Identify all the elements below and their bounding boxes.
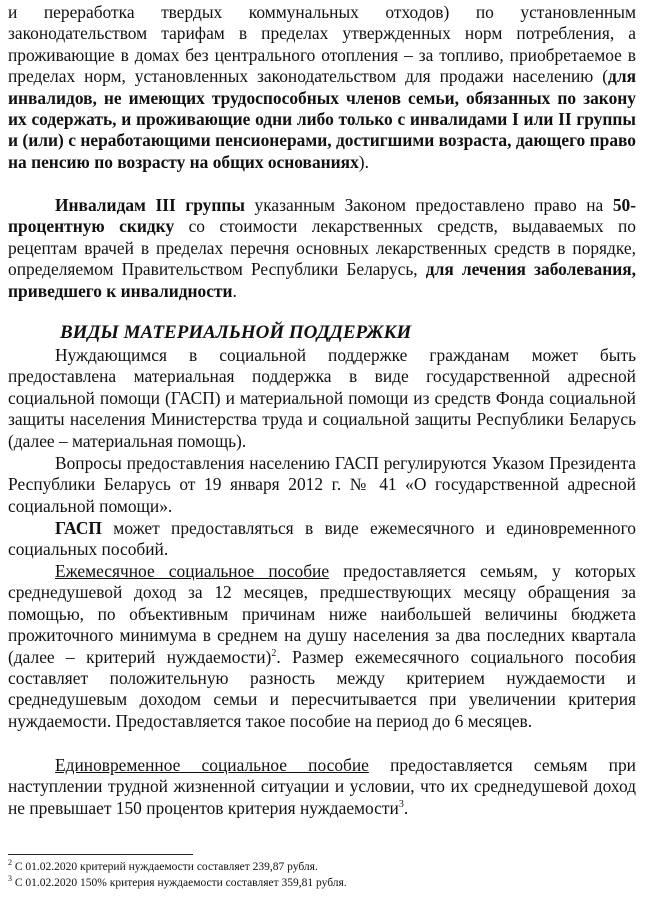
footnote-3: $^3$ С 01.02.2020 150% критерия нуждаемости составляет 359,81 рубля. [8,874,347,889]
paragraph-support-types: Нуждающимся в социальной поддержке гражданам может быть предоставлена материальная поддержка в виде государственной адресной социальной помощи (ГАСП) и материальной помощи из средств Фонда социальной защиты населения Министерства труда и социальной защиты Республики Беларусь (далее – материальная помощь). [8,345,636,451]
underlined-lumpsum-benefit: Единовременное социальное пособие [55,755,369,775]
bold-eligibility-clause: для инвалидов, не имеющих трудоспособных членов семьи, обязанных по закону их содержать, и проживающие одни либо только с инвалидами I или II группы и (или) с неработающими пенсионерами, достигшими возраста, дающего право на пенсию по возрасту на общих основаниях [8,66,636,172]
bold-gasp: ГАСП [55,518,102,538]
footnote-ref-3: 3 [398,799,404,811]
paragraph-utilities-benefit: и переработка твердых коммунальных отходов) по установленным законодательством тарифам в пределах утвержденных норм потребления, а проживающие в домах без центрального отопления – за топливо, приобретаемое в пределах норм, установленных законодательством для продажи населению (для инвалидов, не имеющих трудоспособных членов семьи, обязанных по закону их содержать, и проживающие одни либо только с инвалидами I или II группы и (или) с неработающими пенсионерами, достигшими возраста, дающего право на пенсию по возрасту на общих основаниях). [8,2,636,172]
paragraph-monthly-benefit: Ежемесячное социальное пособие предоставляется семьям, у которых среднедушевой доход за 12 месяцев, предшествующих месяцу обращения за помощью, по объективным причинам ниже наибольшей величины бюджета прожиточного минимума в среднем на душу населения за два последних квартала (далее – критерий нуждаемости)$^2$. Размер ежемесячного социального пособия составляет положительную разность между критерием нуждаемости и среднедушевым доходом семьи и пересчитывается при увеличении критерия нуждаемости. Предоставляется такое пособие на период до 6 месяцев. [8,561,636,731]
section-heading: ВИДЫ МАТЕРИАЛЬНОЙ ПОДДЕРЖКИ [60,322,412,343]
paragraph-group3-discount: Инвалидам III группы указанным Законом предоставлено право на 50-процентную скидку со стоимости лекарственных средств, выдаваемых по рецептам врачей в пределах перечня основных лекарственных средств в порядке, определяемом Правительством Республики Беларусь, для лечения заболевания, приведшего к инвалидности. [8,195,637,301]
footnote-divider [8,854,193,855]
underlined-monthly-benefit: Ежемесячное социальное пособие [55,561,330,581]
bold-discount: 50-процентную скидку [8,195,637,237]
bold-group3: Инвалидам III группы [55,195,245,215]
bold-treatment-clause: для лечения заболевания, приведшего к инвалидности [8,259,636,301]
paragraph-lumpsum-benefit: Единовременное социальное пособие предоставляется семьям при наступлении трудной жизненной ситуации и условии, что их среднедушевой доход не превышает 150 процентов критерия нуждаемости$^3$. [8,755,636,818]
footnote-ref-2: 2 [271,647,277,659]
paragraph-gasp-decree: Вопросы предоставления населению ГАСП регулируются Указом Президента Республики Беларусь от 19 января 2012 г. № 41 «О государственной адресной социальной помощи». [8,453,636,516]
paragraph-gasp-forms: ГАСП может предоставляться в виде ежемесячного и единовременного социальных пособий. [8,518,636,560]
footnote-2: $^2$ С 01.02.2020 критерий нуждаемости составляет 239,87 рубля. [8,858,318,873]
